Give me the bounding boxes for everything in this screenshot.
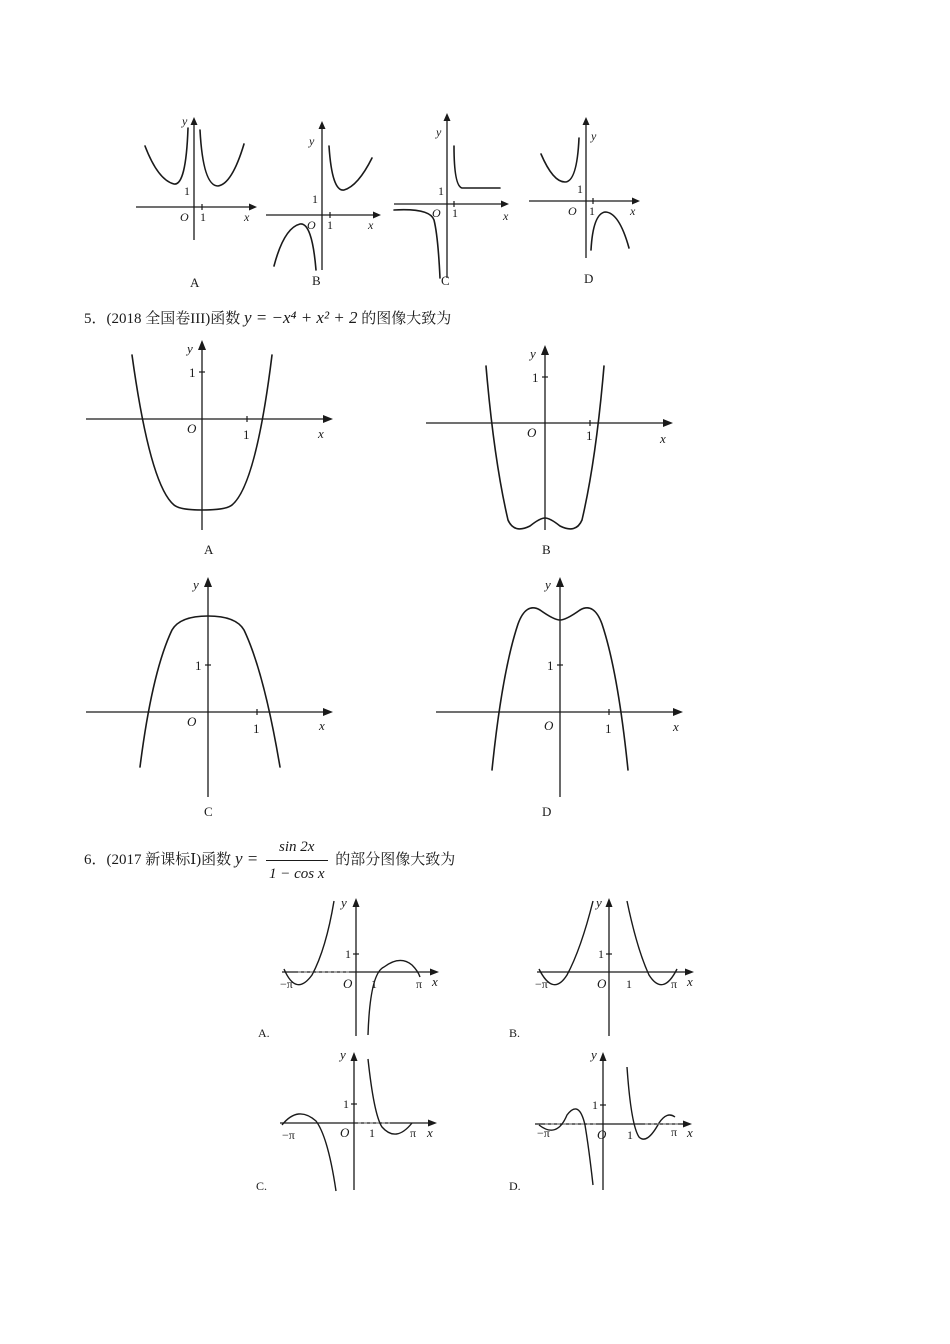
pi-label: π [416,977,423,991]
q4-graph-b [260,110,385,295]
q4-graph-d [525,108,650,293]
one-label-x: 1 [452,206,458,220]
pi-label: π [671,977,678,991]
y-label: y [436,125,442,139]
one-label-x: 1 [589,204,595,218]
one-label-y: 1 [343,1097,349,1111]
x-label: x [368,218,374,232]
x-label: x [660,431,666,446]
neg-pi-label: −π [535,977,548,991]
option-label: C [441,273,450,288]
option-label: C [204,804,213,819]
one-label-y: 1 [312,192,318,206]
curve-right [627,1067,678,1139]
y-label: y [530,346,536,361]
one-label-x: 1 [605,721,612,736]
curve-right [329,146,372,190]
origin-label: O [187,714,197,729]
origin-label: O [597,976,607,991]
one-label-x: 1 [327,218,333,232]
option-label: A [204,542,214,557]
x-label: x [319,718,325,733]
one-label-x: 1 [243,427,250,442]
one-label-y: 1 [532,370,539,385]
x-label: x [318,426,324,441]
origin-label: O [180,210,189,224]
one-label-x: 1 [371,977,377,991]
option-label: B [312,273,321,288]
curve-right [591,212,629,250]
curve-left [541,138,579,182]
q4-graph-a [130,110,260,295]
one-label-x: 1 [253,721,260,736]
q5-source: (2018 全国卷III)函数 [106,311,241,327]
y-label: y [591,1047,597,1062]
y-label: y [193,577,199,592]
y-label: y [187,341,193,356]
origin-label: O [597,1127,607,1142]
x-label: x [673,719,679,734]
option-label: C. [256,1179,268,1193]
x-label: x [244,210,250,224]
q6-graph-c [250,1045,450,1195]
neg-pi-label: −π [537,1126,550,1140]
question-5 [84,308,451,329]
q5-tail: 的图像大致为 [361,311,452,327]
q5-graph-c [80,572,345,822]
option-label: D. [509,1179,521,1193]
option-label: D [542,804,552,819]
one-label-y: 1 [438,184,444,198]
x-label: x [687,974,693,989]
q6-fraction-denominator: 1 − cos x [268,866,325,882]
one-label-x: 1 [369,1126,375,1140]
q5-formula: y = −x⁴ + x² + 2 [244,308,358,327]
origin-label: O [340,1125,350,1140]
option-label: A [190,275,200,290]
option-label: B. [509,1026,521,1040]
origin-label: O [544,718,554,733]
pi-label: π [671,1125,678,1139]
q6-graph-a [250,893,450,1043]
one-label-x: 1 [627,1128,633,1142]
y-label: y [309,134,315,148]
one-label-x: 1 [586,428,593,443]
x-label: x [687,1125,693,1140]
curve-left [539,1109,593,1185]
q5-graph-a [80,335,345,565]
one-label-y: 1 [547,658,554,673]
curve-left [282,1114,336,1191]
option-label: A. [258,1026,270,1040]
one-label-y: 1 [189,365,196,380]
q6-graph-b [505,893,705,1043]
y-label: y [591,129,597,143]
q5-graph-b [420,340,685,565]
question-6 [84,836,455,885]
origin-label: O [432,206,441,220]
q4-graph-c [390,108,515,293]
origin-label: O [307,218,316,232]
y-label: y [596,895,602,910]
neg-pi-label: −π [280,977,293,991]
origin-label: O [187,421,197,436]
one-label-y: 1 [577,182,583,196]
curve-left [145,128,188,184]
one-label-y: 1 [345,947,351,961]
neg-pi-label: −π [282,1128,295,1142]
curve-right [200,130,244,186]
origin-label: O [343,976,353,991]
x-label: x [503,209,509,223]
pi-label: π [410,1126,417,1140]
q6-tail: 的部分图像大致为 [335,851,456,868]
one-label-y: 1 [195,658,202,673]
y-label: y [340,1047,346,1062]
x-label: x [432,974,438,989]
one-label-x: 1 [626,977,632,991]
q6-y-eq: y = [234,848,259,868]
quartic-curve [140,616,280,767]
option-label: B [542,542,551,557]
one-label-y: 1 [184,184,190,198]
q6-graph-d [505,1045,705,1195]
option-label: D [584,271,594,286]
x-label: x [630,204,636,218]
q6-fraction-numerator: sin 2x [266,836,328,861]
q5-graph-d [430,572,695,822]
y-label: y [545,577,551,592]
q6-fraction [266,836,328,885]
y-label: y [341,895,347,910]
curve-right [454,146,500,188]
y-label: y [182,114,188,128]
q6-number: 6． [84,851,107,868]
one-label-y: 1 [598,947,604,961]
origin-label: O [568,204,577,218]
q6-source: (2017 新课标Ⅰ)函数 [106,851,232,868]
one-label-y: 1 [592,1098,598,1112]
x-label: x [427,1125,433,1140]
q5-number: 5． [84,311,107,327]
origin-label: O [527,425,537,440]
one-label-x: 1 [200,210,206,224]
